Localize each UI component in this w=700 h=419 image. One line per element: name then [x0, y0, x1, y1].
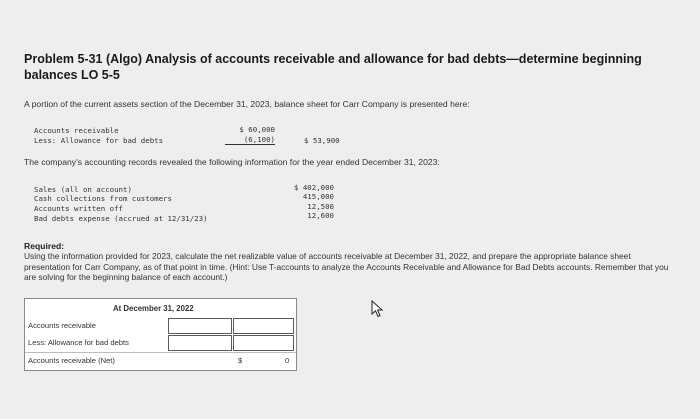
required-heading: Required:	[24, 241, 65, 251]
ar-label: Accounts receivable	[34, 126, 119, 135]
record-value: 12,500	[307, 202, 334, 211]
table-header-label: At December 31, 2022	[113, 304, 194, 313]
ar-value: $ 60,000	[239, 125, 275, 134]
records-intro: The company's accounting records revealed the following information for the year ended December 31, 2023:	[24, 157, 440, 167]
record-value: 415,000	[302, 192, 334, 201]
allowance-value: (6,100)	[225, 135, 275, 145]
answer-table	[24, 298, 297, 371]
net-ar-value: $ 53,900	[304, 136, 340, 145]
row-label: Accounts receivable	[28, 321, 96, 330]
ar-amount-input[interactable]	[168, 318, 232, 334]
record-value: $ 402,000	[293, 183, 334, 192]
currency-symbol: $	[238, 356, 243, 365]
record-label: Cash collections from customers	[34, 194, 172, 203]
record-label: Accounts written off	[34, 204, 123, 213]
net-ar-result: 0	[285, 356, 290, 365]
table-row	[25, 318, 296, 334]
intro-text: A portion of the current assets section of the December 31, 2023, balance sheet for Carr Company is presented here:	[24, 99, 470, 109]
record-label: Bad debts expense (accrued at 12/31/23)	[34, 214, 208, 223]
allowance-label: Less: Allowance for bad debts	[34, 136, 164, 145]
record-value: 12,600	[307, 211, 334, 220]
allowance-total-input[interactable]	[233, 335, 294, 351]
record-label: Sales (all on account)	[34, 185, 132, 194]
table-row	[25, 335, 296, 351]
row-label: Accounts receivable (Net)	[28, 356, 115, 365]
table-row	[25, 352, 296, 369]
mouse-cursor-icon	[370, 300, 384, 318]
required-text: Using the information provided for 2023, calculate the net realizable value of accounts receivable at December 31, 2022, and prepare the appropriate balance sheet presentation for Carr Company, as of that point in time. (Hint: Use T-accounts to analyze the Accounts Receivable and Allowance for Bad Debts accounts. Remember that you are solving for the beginning balance of each account.)	[24, 251, 669, 282]
ar-total-input[interactable]	[233, 318, 294, 334]
row-label: Less: Allowance for bad debts	[28, 338, 129, 347]
problem-title: Problem 5-31 (Algo) Analysis of accounts receivable and allowance for bad debts—determine beginning balances LO 5-5	[24, 52, 642, 82]
allowance-amount-input[interactable]	[168, 335, 232, 351]
table-header	[25, 299, 296, 317]
